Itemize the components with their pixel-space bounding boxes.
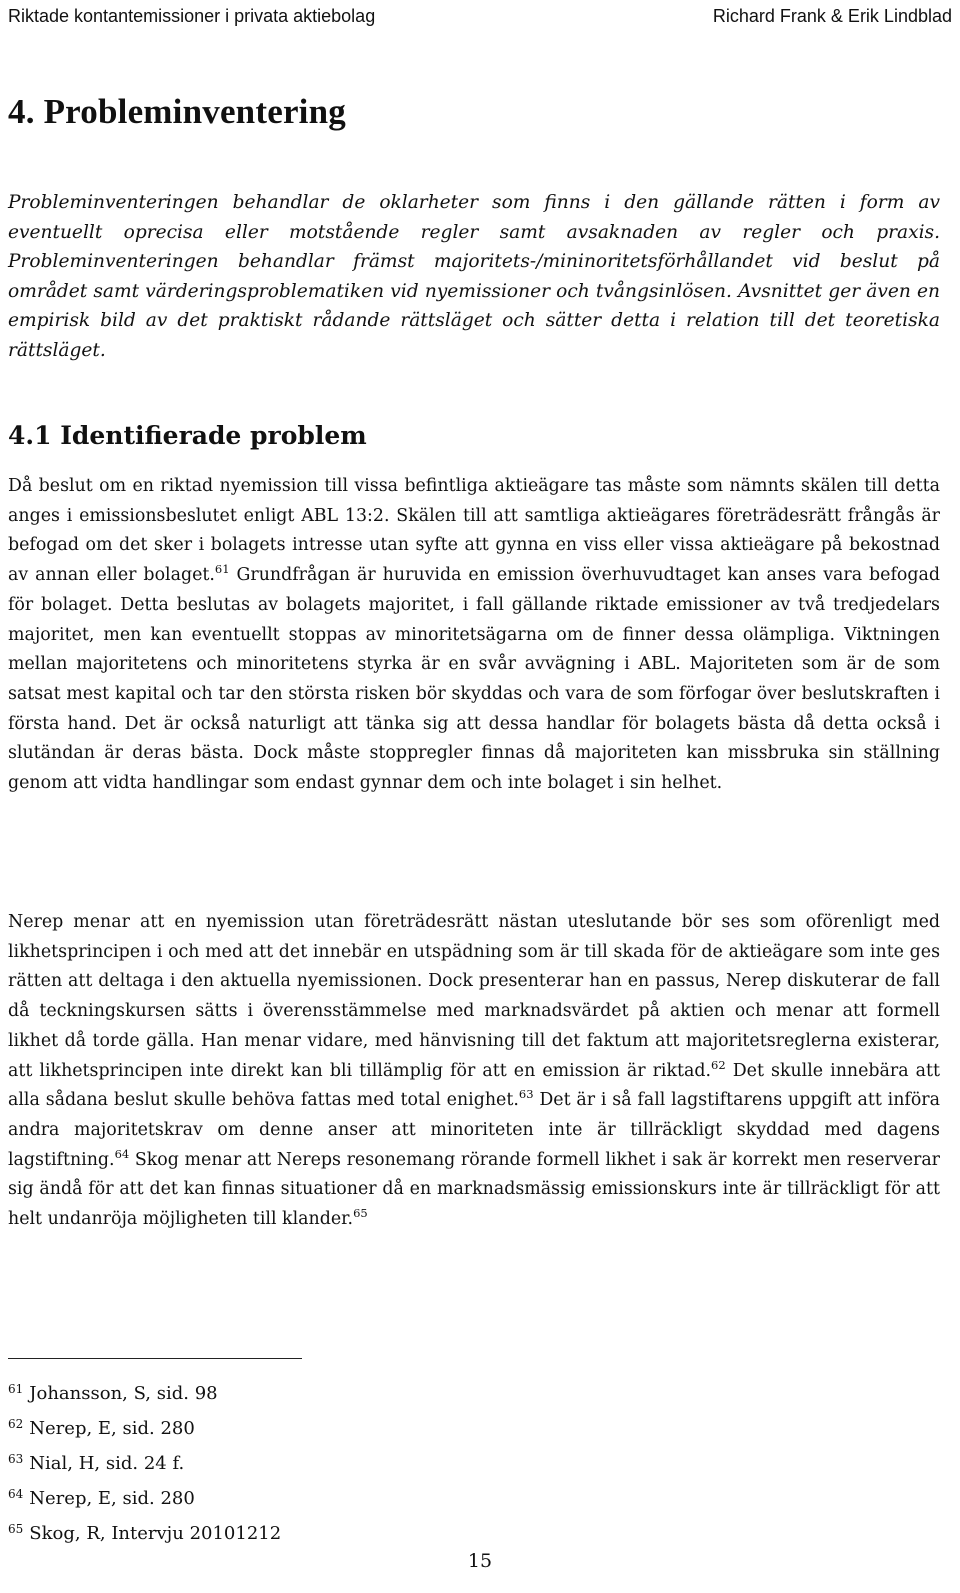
footnote-number: 61 [8,1382,24,1396]
footnote-text: Skog, R, Intervju 20101212 [29,1523,282,1544]
footnote-divider [8,1358,302,1359]
body-paragraph-1 [8,472,940,799]
footnote-ref-63[interactable]: 63 [518,1087,534,1102]
footnote-item [8,1514,281,1549]
footnote-list [8,1374,281,1549]
footnote-number: 64 [8,1487,24,1501]
footnote-text: Johansson, S, sid. 98 [29,1383,218,1404]
section-heading: 4. Probleminventering [8,92,346,131]
footnote-item [8,1374,281,1409]
body-paragraph-2 [8,908,940,1235]
footnote-number: 63 [8,1452,24,1466]
paragraph-text: Grundfrågan är huruvida en emission överhuvudtaget kan anses vara befogad för bolaget. Detta beslutas av bolagets majoritet, i fall gällande riktade emissioner av två tredjedelars majoritet, men kan eventuellt stoppas av minoritetsägarna om de finner dessa olämpliga. Viktningen mellan majoritetens och minoritetens styrka är en svår avvägning i ABL. Majoriteten som är de som satsat mest kapital och tar den största risken bör skyddas och vara de som förfogar över beslutskraften i första hand. Det är också naturligt att tänka sig att dessa handlar för bolagets bästa då detta också i slutändan är deras bästa. Dock måste stoppregler finnas då majoriteten kan missbruka sin ställning genom att vidta handlingar som endast gynnar dem och inte bolaget i sin helhet. [8,565,940,794]
footnote-ref-61[interactable]: 61 [214,562,230,577]
footnote-number: 65 [8,1522,24,1536]
footnote-text: Nial, H, sid. 24 f. [29,1453,185,1474]
footnote-ref-62[interactable]: 62 [711,1057,726,1072]
footnote-ref-64[interactable]: 64 [114,1146,130,1161]
header-authors: Richard Frank & Erik Lindblad [712,6,952,26]
header-title: Riktade kontantemissioner i privata aktiebolag [8,6,376,26]
paragraph-text: Då beslut om en riktad nyemission till vissa befintliga aktieägare tas måste som nämnts skälen till detta anges i emissionsbeslutet enligt ABL 13:2. Skälen till att samtliga aktieägares företrädesrätt frångås är befogad om det sker i bolagets intresse utan syfte att gynna en viss eller vissa aktieägare på bekostnad av annan eller bolaget. [8,476,940,586]
section-intro: Probleminventeringen behandlar de oklarheter som finns i den gällande rätten i form av eventuellt oprecisa eller motstående regler samt avsaknaden av regler och praxis. Probleminventeringen behandlar främst majoritets-/mininoritetsförhållandet vid beslut på området samt värderingsproblematiken vid nyemissioner och tvångsinlösen. Avsnittet ger även en empirisk bild av det praktiskt rådande rättsläget och sätter detta i relation till det teoretiska rättsläget. [8,192,940,361]
footnote-item [8,1479,281,1514]
running-header [8,4,952,30]
paragraph-text: Det skulle innebära att alla sådana beslut skulle behöva fattas med total enighet. [8,1060,940,1111]
footnote-text: Nerep, E, sid. 280 [29,1418,195,1439]
footnote-number: 62 [8,1417,24,1431]
paragraph-text: Skog menar att Nereps resonemang rörande formell likhet i sak är korrekt men reserverar sig ändå för att det kan finnas situationer då en marknadsmässig emissionskurs inte är tillräckligt för att helt undanröja möjligheten till klander. [8,1149,940,1230]
footnote-text: Nerep, E, sid. 280 [29,1488,195,1509]
footnote-item [8,1409,281,1444]
paragraph-text: Nerep menar att en nyemission utan företrädesrätt nästan uteslutande bör ses som oförenligt med likhetsprincipen i och med att det innebär en utspädning som är till skada för de aktieägare som inte ges rätten att deltaga i den aktuella nyemissionen. Dock presenterar han en passus, Nerep diskuterar de fall då teckningskursen sätts i överensstämmelse med marknadsvärdet på aktien och menar att formell likhet då torde gälla. Han menar vidare, med hänvisning till det faktum att majoritetsreglerna existerar, att likhetsprincipen inte direkt kan bli tillämplig för att en emission är riktad. [8,912,940,1081]
page-number: 15 [467,1550,493,1572]
footnote-ref-65[interactable]: 65 [353,1206,368,1221]
footnote-item [8,1444,281,1479]
paragraph-text: Det är i så fall lagstiftarens uppgift att införa andra majoritetskrav om denne anser att minoriteten inte är tillräckligt skyddad med dagens lagstiftning. [8,1090,940,1170]
subsection-heading: 4.1 Identifierade problem [8,421,367,450]
